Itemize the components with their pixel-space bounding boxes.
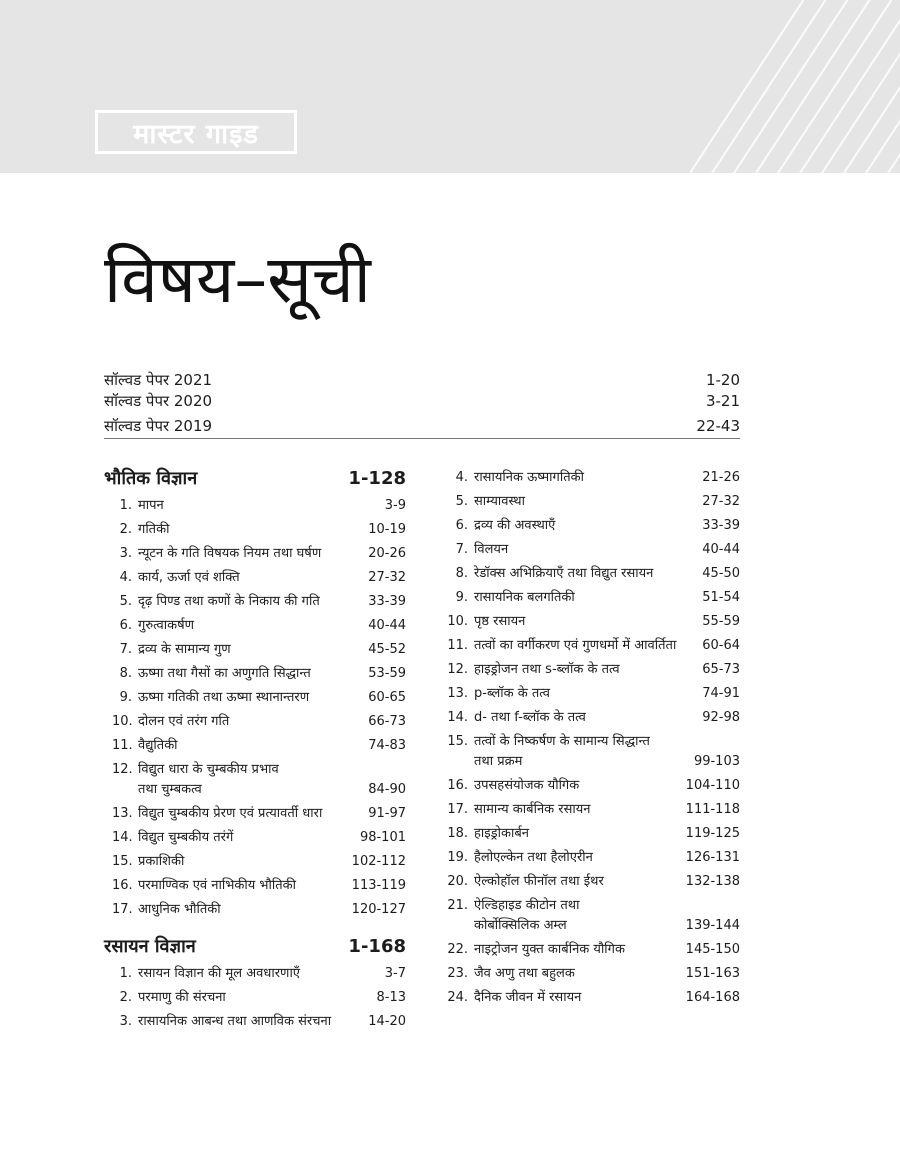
toc-item[interactable] [104,802,406,826]
item-number: 11. [447,638,468,653]
item-pages: 45-50 [702,566,740,581]
item-number: 3. [119,546,132,561]
toc-item[interactable] [104,590,406,614]
item-number: 10. [447,614,468,629]
item-title: तत्वों का वर्गीकरण एवं गुणधर्मो में आवर्तिता [474,638,677,653]
toc-item[interactable] [444,490,740,514]
solved-paper-pages: 3-21 [705,392,740,410]
item-title: वैद्युतिकी [138,738,178,753]
toc-item[interactable] [104,826,406,850]
item-title: परमाण्विक एवं नाभिकीय भौतिकी [138,878,297,893]
toc-item[interactable] [444,774,740,798]
item-title: ऐल्डिहाइड कीटोन तथा [474,898,580,913]
item-pages: 151-163 [685,966,740,981]
item-number: 16. [112,878,133,893]
item-pages: 120-127 [351,902,406,917]
diagonal-stripes-decoration [690,0,900,173]
toc-left-column [104,466,406,1034]
item-number: 17. [112,902,133,917]
item-title: रेडॉक्स अभिक्रियाएँ तथा विद्युत रसायन [474,566,654,581]
toc-item[interactable] [104,494,406,518]
item-title: दैनिक जीवन में रसायन [474,990,582,1005]
item-title: आधुनिक भौतिकी [138,902,221,917]
item-title: हैलोएल्केन तथा हैलोएरीन [474,850,593,865]
item-title: हाइड्रोकार्बन [474,826,529,841]
toc-item[interactable] [104,986,406,1010]
item-pages: 145-150 [685,942,740,957]
item-number: 13. [447,686,468,701]
item-pages: 119-125 [685,826,740,841]
item-title: प्रकाशिकी [138,854,185,869]
toc-item[interactable] [104,614,406,638]
item-number: 5. [119,594,132,609]
item-title: परमाणु की संरचना [138,990,226,1005]
item-number: 7. [119,642,132,657]
item-title: दृढ़ पिण्ड तथा कणों के निकाय की गति [138,594,320,609]
item-title-continued: तथा प्रक्रम [474,754,523,769]
item-pages: 126-131 [685,850,740,865]
toc-item[interactable] [444,634,740,658]
toc-item[interactable] [444,870,740,894]
item-number: 11. [112,738,133,753]
item-title: विलयन [474,542,509,557]
toc-item[interactable] [444,682,740,706]
toc-item[interactable] [444,962,740,986]
section-pages: 1-128 [348,468,406,489]
toc-item[interactable] [104,758,406,802]
item-number: 8. [119,666,132,681]
item-number: 14. [112,830,133,845]
section-pages: 1-168 [348,936,406,957]
item-pages: 8-13 [376,990,406,1005]
item-number: 19. [447,850,468,865]
item-number: 14. [447,710,468,725]
item-title: रासायनिक बलगतिकी [474,590,575,605]
item-title: p-ब्लॉक के तत्व [474,686,550,701]
item-number: 6. [119,618,132,633]
item-title: नाइट्रोजन युक्त कार्बनिक यौगिक [474,942,625,957]
toc-item[interactable] [444,846,740,870]
item-number: 9. [119,690,132,705]
item-pages: 66-73 [368,714,406,729]
toc-item[interactable] [104,518,406,542]
item-number: 6. [455,518,468,533]
item-number: 3. [119,1014,132,1029]
item-number: 4. [119,570,132,585]
toc-item[interactable] [104,638,406,662]
item-pages: 98-101 [359,830,406,845]
item-title: ऐल्कोहॉल फीनॉल तथा ईथर [474,874,604,889]
toc-item[interactable] [444,514,740,538]
item-pages: 14-20 [368,1014,406,1029]
item-title: गुरुत्वाकर्षण [138,618,195,633]
item-pages: 60-65 [368,690,406,705]
solved-paper-row[interactable] [104,416,740,437]
item-pages: 27-32 [702,494,740,509]
section-heading-physics[interactable] [104,466,406,492]
item-title: विद्युत चुम्बकीय प्रेरण एवं प्रत्यावर्ती धारा [138,806,323,821]
solved-papers-list [104,370,740,437]
item-title: कार्य, ऊर्जा एवं शक्ति [138,570,240,585]
toc-item[interactable] [444,730,740,774]
item-pages: 45-52 [368,642,406,657]
solved-paper-title: सॉल्वड पेपर 2019 [104,417,213,435]
item-number: 22. [447,942,468,957]
item-title: रासायनिक ऊष्मागतिकी [474,470,584,485]
header-banner [0,0,900,173]
item-pages: 91-97 [368,806,406,821]
item-number: 18. [447,826,468,841]
item-number: 12. [447,662,468,677]
item-pages: 99-103 [693,754,740,769]
item-pages: 3-7 [384,966,406,981]
toc-item[interactable] [104,874,406,898]
item-title: न्यूटन के गति विषयक नियम तथा घर्षण [138,546,322,561]
item-title: तत्वों के निष्कर्षण के सामान्य सिद्धान्त [474,734,650,749]
item-title-continued: तथा चुम्बकत्व [138,782,202,797]
item-number: 13. [112,806,133,821]
item-pages: 113-119 [351,878,406,893]
item-pages: 132-138 [685,874,740,889]
item-number: 1. [119,498,132,513]
item-number: 2. [119,990,132,1005]
toc-item[interactable] [444,538,740,562]
toc-right-column [444,466,740,1010]
item-number: 20. [447,874,468,889]
section-title: रसायन विज्ञान [104,936,196,957]
solved-paper-row[interactable] [104,391,740,412]
item-pages: 92-98 [702,710,740,725]
solved-paper-pages: 22-43 [696,417,740,435]
item-pages: 65-73 [702,662,740,677]
item-pages: 139-144 [685,918,740,933]
item-number: 5. [455,494,468,509]
item-title: गतिकी [138,522,170,537]
toc-item[interactable] [444,562,740,586]
solved-paper-pages: 1-20 [705,371,740,389]
item-pages: 51-54 [702,590,740,605]
item-pages: 3-9 [384,498,406,513]
item-pages: 60-64 [702,638,740,653]
item-number: 15. [112,854,133,869]
toc-item[interactable] [444,986,740,1010]
toc-item[interactable] [104,1010,406,1034]
item-title: रसायन विज्ञान की मूल अवधारणाएँ [138,966,300,981]
section-title: भौतिक विज्ञान [104,468,198,489]
item-number: 23. [447,966,468,981]
item-title-continued: कोर्बोक्सिलिक अम्ल [474,918,567,933]
item-number: 4. [455,470,468,485]
item-pages: 33-39 [702,518,740,533]
item-title: उपसहसंयोजक यौगिक [474,778,580,793]
item-title: साम्यावस्था [474,494,525,509]
solved-paper-title: सॉल्वड पेपर 2020 [104,392,213,410]
item-title: दोलन एवं तरंग गति [138,714,230,729]
item-number: 21. [447,898,468,913]
toc-item[interactable] [444,822,740,846]
toc-item[interactable] [444,466,740,490]
item-number: 17. [447,802,468,817]
item-pages: 20-26 [368,546,406,561]
item-pages: 74-83 [368,738,406,753]
section-heading-chemistry[interactable] [104,934,406,960]
toc-item[interactable] [104,542,406,566]
item-pages: 55-59 [702,614,740,629]
solved-paper-title: सॉल्वड पेपर 2021 [104,371,213,389]
item-title: हाइड्रोजन तथा s-ब्लॉक के तत्व [474,662,620,677]
toc-item[interactable] [444,938,740,962]
item-number: 10. [112,714,133,729]
toc-item[interactable] [104,710,406,734]
item-number: 24. [447,990,468,1005]
item-pages: 53-59 [368,666,406,681]
divider [104,438,740,439]
item-title: पृष्ठ रसायन [474,614,526,629]
item-pages: 33-39 [368,594,406,609]
toc-item[interactable] [104,566,406,590]
item-number: 8. [455,566,468,581]
item-number: 9. [455,590,468,605]
item-number: 1. [119,966,132,981]
toc-item[interactable] [104,962,406,986]
item-title: जैव अणु तथा बहुलक [474,966,575,981]
item-pages: 21-26 [702,470,740,485]
toc-item[interactable] [104,898,406,922]
item-pages: 102-112 [351,854,406,869]
item-title: द्रव्य की अवस्थाएँ [474,518,556,533]
toc-item[interactable] [444,586,740,610]
item-pages: 84-90 [368,782,406,797]
item-pages: 40-44 [368,618,406,633]
item-pages: 27-32 [368,570,406,585]
item-title: ऊष्मा गतिकी तथा ऊष्मा स्थानान्तरण [138,690,310,705]
toc-item[interactable] [104,850,406,874]
item-title: विद्युत धारा के चुम्बकीय प्रभाव [138,762,279,777]
item-title: सामान्य कार्बनिक रसायन [474,802,591,817]
toc-item[interactable] [444,894,740,938]
item-pages: 10-19 [368,522,406,537]
item-number: 7. [455,542,468,557]
item-number: 16. [447,778,468,793]
item-pages: 74-91 [702,686,740,701]
toc-item[interactable] [104,686,406,710]
item-pages: 111-118 [685,802,740,817]
item-title: ऊष्मा तथा गैसों का अणुगति सिद्धान्त [138,666,311,681]
item-number: 2. [119,522,132,537]
toc-item[interactable] [104,734,406,758]
item-number: 15. [447,734,468,749]
toc-item[interactable] [444,798,740,822]
item-title: द्रव्य के सामान्य गुण [138,642,231,657]
toc-item[interactable] [444,610,740,634]
item-title: विद्युत चुम्बकीय तरंगें [138,830,234,845]
item-pages: 104-110 [685,778,740,793]
solved-paper-row[interactable] [104,370,740,391]
toc-item[interactable] [104,662,406,686]
toc-item[interactable] [444,658,740,682]
item-title: d- तथा f-ब्लॉक के तत्व [474,710,586,725]
page-title: विषय–सूची [104,241,371,318]
item-number: 12. [112,762,133,777]
item-pages: 40-44 [702,542,740,557]
item-title: मापन [138,498,164,513]
brand-logo: मास्टर गाइड [95,110,297,154]
item-title: रासायनिक आबन्ध तथा आणविक संरचना [138,1014,332,1029]
item-pages: 164-168 [685,990,740,1005]
toc-item[interactable] [444,706,740,730]
